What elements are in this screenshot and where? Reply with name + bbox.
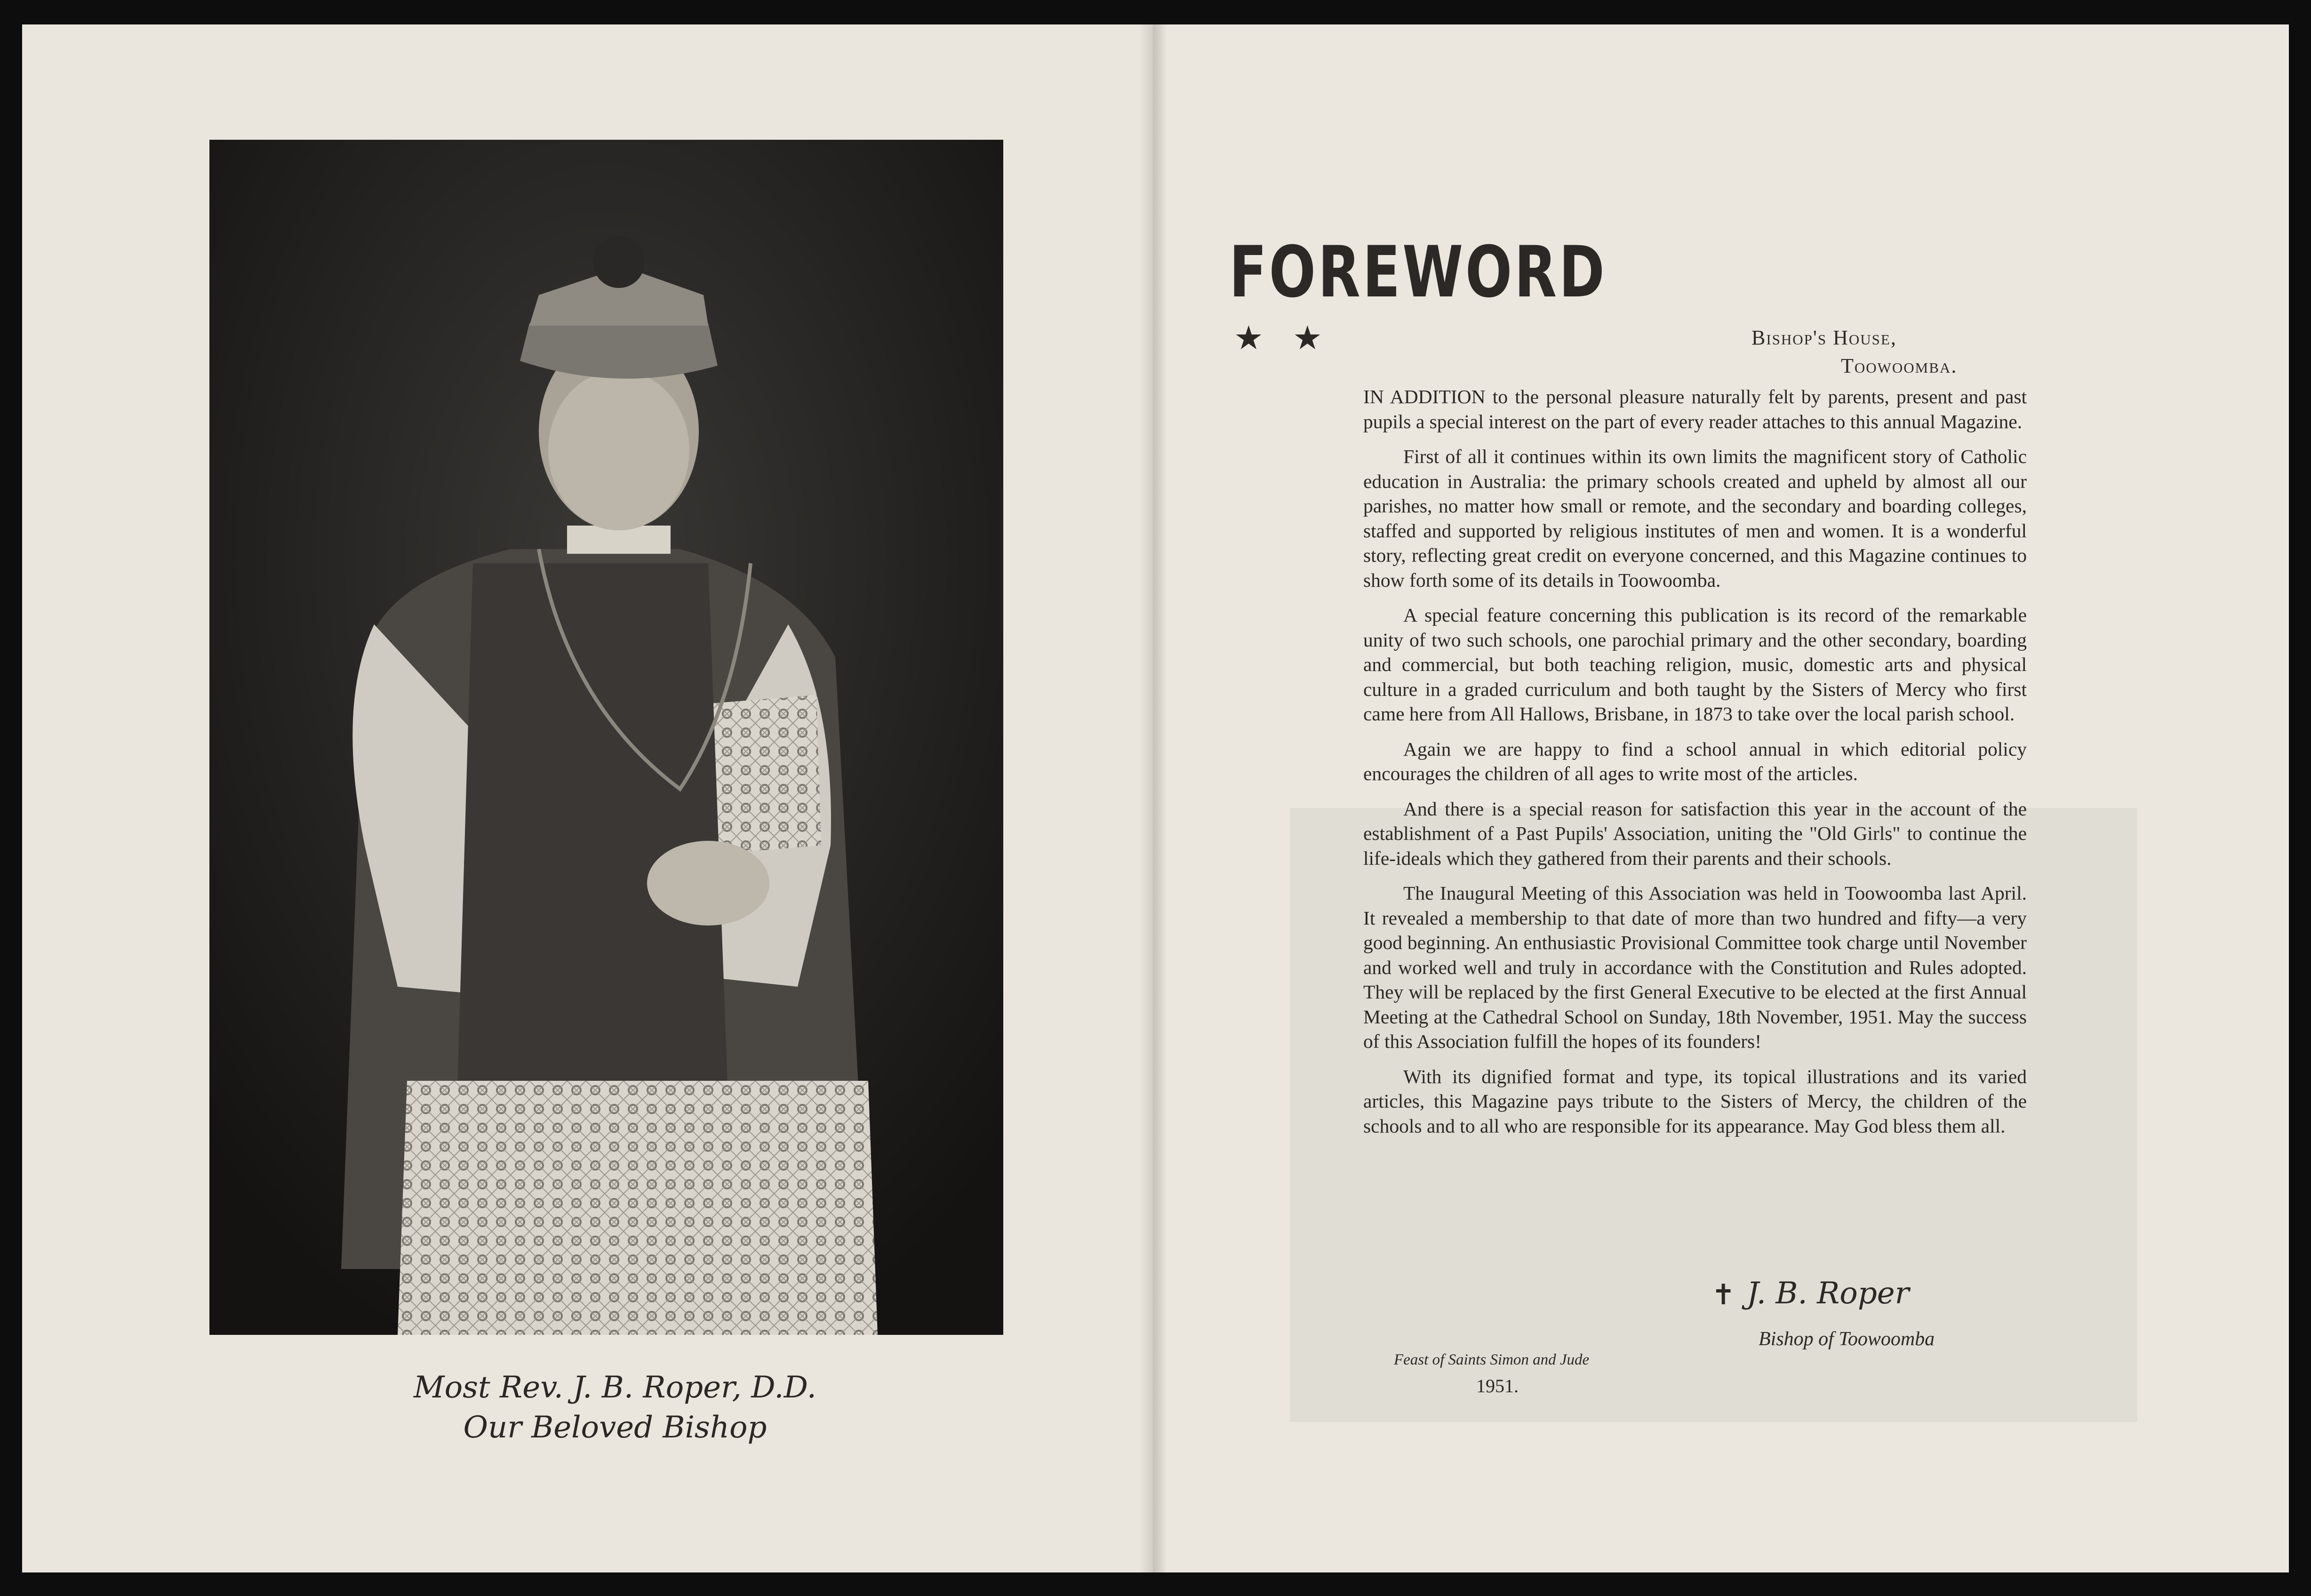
signature-title: Bishop of Toowoomba [1759, 1328, 1935, 1350]
address-line-town: Toowoomba. [1841, 354, 1958, 377]
address-line-house: Bishop's House, [1751, 326, 1897, 349]
paragraph: First of all it continues within its own limits the magnificent story of Catholic education in Australia: the primary schools created and upheld by almost all our parishes, no matter how small or remote, and the secondary and boarding colleges, staffed and supported by religious institutes of men and women. It is a wonderful story, reflecting great credit on everyone concerned, and this Magazine continues to show forth some of its details in Toowoomba. [1363, 446, 2027, 591]
portrait-caption-name: Most Rev. J. B. Roper, D.D. [414, 1370, 816, 1405]
star-ornament-icon: ★ ★ [1234, 319, 1332, 357]
foreword-body [1363, 384, 2027, 1149]
feast-date-line: Feast of Saints Simon and Jude [1394, 1351, 1590, 1368]
paragraph: A special feature concerning this publication is its record of the remarkable unity of two such schools, one parochial primary and the other secondary, boarding and commercial, but both teaching religion, music, domestic arts and physical culture in a graded curriculum and both taught by the Sisters of Mercy who first came here from All Hallows, Brisbane, in 1873 to take over the local parish school. [1363, 604, 2027, 725]
right-page [1154, 24, 2289, 1572]
paragraph: With its dignified format and type, its topical illustrations and its varied articles, this Magazine pays tribute to the Sisters of Mercy, the children of the schools and to all who are responsible for its appearance. May God bless them all. [1363, 1065, 2027, 1137]
portrait-illustration [209, 140, 1003, 1335]
paragraph: The Inaugural Meeting of this Association was held in Toowoomba last April. It revealed a membership to that date of more than two hundred and fifty—a very good beginning. An enthusiastic Provisional Committee took charge until November and worked well and truly in accordance with the Constitution and Rules adopted. They will be replaced by the first General Executive to be elected at the first Annual Meeting at the Cathedral School on Sunday, 18th November, 1951. May the success of this Association fulfill the hopes of its founders! [1363, 882, 2027, 1052]
paragraph: IN ADDITION to the personal pleasure naturally felt by parents, present and past pupils a special interest on the part of every reader attaches to this annual Magazine. [1363, 386, 2027, 432]
portrait-caption-subtitle: Our Beloved Bishop [463, 1410, 767, 1445]
bishop-portrait-photo [209, 140, 1003, 1335]
book-gutter [1139, 24, 1167, 1572]
signature-name: J. B. Roper [1747, 1276, 1910, 1311]
cross-icon: ✝ [1711, 1278, 1735, 1311]
left-page [22, 24, 1154, 1572]
feast-year: 1951. [1476, 1375, 1519, 1396]
paragraph: And there is a special reason for satisfaction this year in the account of the establishment of a Past Pupils' Association, uniting the "Old Girls" to continue the life-ideals which they gathered from their parents and their schools. [1363, 798, 2027, 869]
paragraph: Again we are happy to find a school annual in which editorial policy encourages the children of all ages to write most of the articles. [1363, 738, 2027, 784]
foreword-heading: FOREWORD [1229, 231, 1607, 313]
